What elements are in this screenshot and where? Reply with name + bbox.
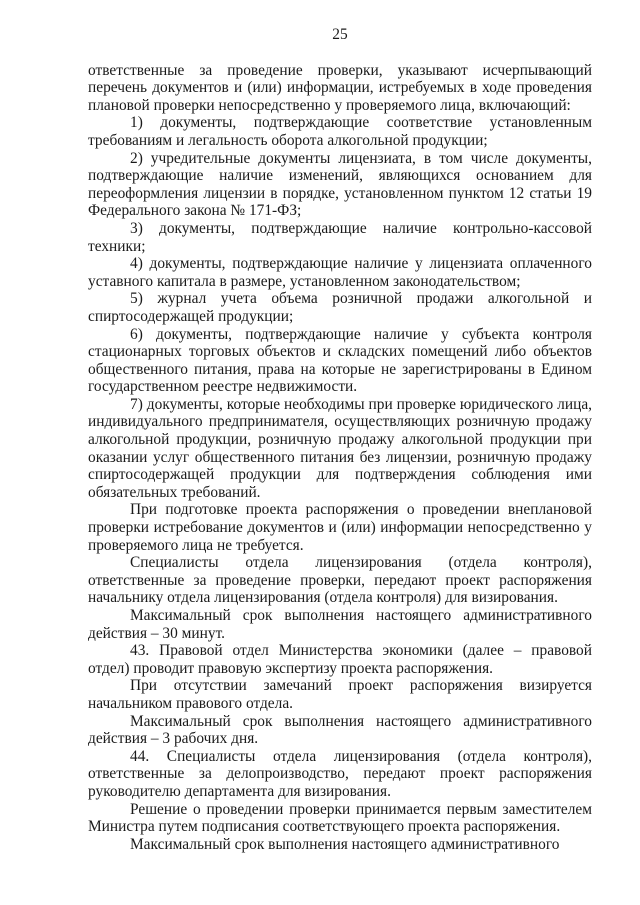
list-item-7: 7) документы, которые необходимы при проверке юридического лица, индивидуального предпринимателя, осуществляющих розничную продажу алкогольной продукции, розничную продажу алкогольной продукции при оказании услуг общественного питания без лицензии, розничную продажу спиртосодержащей продукции для подтверждения соблюдения ими обязательных требований.	[88, 395, 592, 501]
paragraph: При отсутствии замечаний проект распоряжения визируется начальником правового отдела.	[88, 677, 592, 712]
list-item-3: 3) документы, подтверждающие наличие контрольно-кассовой техники;	[88, 219, 592, 255]
list-item-4: 4) документы, подтверждающие наличие у лицензиата оплаченного уставного капитала в размере, установленном законодательством;	[88, 255, 592, 290]
clause-43: 43. Правовой отдел Министерства экономики (далее – правовой отдел) проводит правовую экспертизу проекта распоряжения.	[88, 642, 592, 677]
list-item-6: 6) документы, подтверждающие наличие у субъекта контроля стационарных торговых объектов и складских помещений либо объектов общественного питания, права на которые не зарегистрированы в Едином государственном реестре недвижимости.	[88, 325, 592, 396]
list-item-5: 5) журнал учета объема розничной продажи алкогольной и спиртосодержащей продукции;	[88, 290, 592, 325]
paragraph: Решение о проведении проверки принимается первым заместителем Министра путем подписания соответствующего проекта распоряжения.	[88, 800, 592, 836]
paragraph: Максимальный срок выполнения настоящего административного действия – 30 минут.	[88, 607, 592, 642]
paragraph: Максимальный срок выполнения настоящего административного	[130, 835, 560, 853]
paragraph: Специалисты отдела лицензирования (отдела контроля), ответственные за проведение проверки, передают проект распоряжения начальнику отдела лицензирования (отдела контроля) для визирования.	[88, 554, 592, 607]
paragraph: При подготовке проекта распоряжения о проведении внеплановой проверки истребование документов и (или) информации непосредственно у проверяемого лица не требуется.	[88, 501, 592, 554]
page-number: 25	[332, 26, 348, 43]
paragraph: Максимальный срок выполнения настоящего административного действия – 3 рабочих дня.	[88, 712, 592, 748]
clause-44: 44. Специалисты отдела лицензирования (отдела контроля), ответственные за делопроизводство, передают проект распоряжения руководителю департамента для визирования.	[88, 747, 592, 800]
list-item-1: 1) документы, подтверждающие соответствие установленным требованиям и легальность оборота алкогольной продукции;	[88, 114, 592, 149]
document-page	[88, 26, 592, 853]
list-item-2: 2) учредительные документы лицензиата, в том числе документы, подтверждающие наличие изменений, являющихся основанием для переоформления лицензии в порядке, установленном пунктом 12 статьи 19 Федерального закона № 171-ФЗ;	[88, 149, 592, 220]
paragraph: ответственные за проведение проверки, указывают исчерпывающий перечень документов и (или) информации, истребуемых в ходе проведения плановой проверки непосредственно у проверяемого лица, включающий:	[88, 61, 592, 114]
